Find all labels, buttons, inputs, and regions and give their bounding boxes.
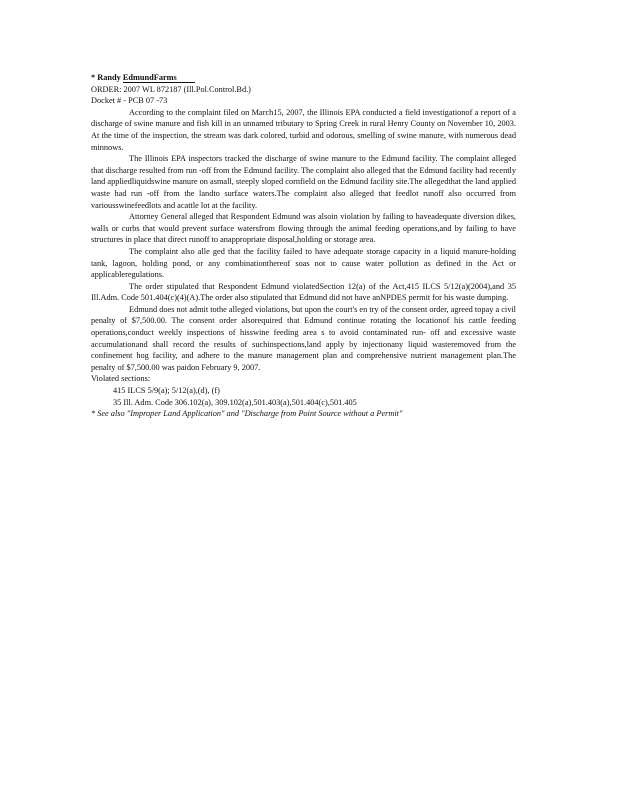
title-star: *	[91, 73, 96, 82]
paragraph-attorney-general: Attorney General alleged that Respondent Edmund was alsoin violation by failing to haveadequate diversion dikes, walls or curbs that would prevent surface watersfrom flowing through the animal feeding operations,and by failing to have structures in place that direct runoff to anappropriate disposal,holding or storage area.	[91, 212, 516, 245]
document-body	[91, 72, 516, 420]
paragraph-inspectors: The Illinois EPA inspectors tracked the discharge of swine manure to the Edmund facility. The complaint alleged that discharge resulted from run -off from the Edmund facility. The complaint also alleged that the Edmund facility had recently land appliedliquidswine manure on asmall, steeply sloped cornfield on the Edmund facility site.The allegedthat the land applied waste had run -off from the landto surface waters.The complaint also alleged that feedlot runoff also occurred from variousswinefeedlots and acattle lot at the facility.	[91, 154, 516, 210]
title-name: Randy	[97, 73, 121, 82]
paragraph-order-stipulated: The order stipulated that Respondent Edmund violatedSection 12(a) of the Act,415 ILCS 5/12(a)(2004),and 35 Ill.Adm. Code 501.404(c)(4)(A).The order also stipulated that Edmund did not have anNPDES permit for his waste dumping.	[91, 281, 516, 303]
document-title	[91, 72, 516, 84]
paragraph-penalty: Edmund does not admit tothe alleged violations, but upon the court's en try of the consent order, agreed topay a civil penalty of $7,500.00. The consent order alsorequired that Edmund continue rotating the locationof his cattle feeding operations,conduct weekly inspections of hisswine feeding area s to avoid contaminated run- off and excessive waste accumulationand shall record the results of suchinspections,land apply by injectionany liquid wasteremoved from the confinement hog facility, and adhere to the manure management plan and comprehensive nutrient management plan.The penalty of $7,500.00 was paidon February 9, 2007.	[91, 304, 516, 372]
violation-item	[91, 397, 516, 409]
violations-label: Violated sections:	[91, 374, 151, 384]
violation-text: 35 Ill. Adm. Code 306.102(a), 309.102(a),501.403(a),501.404(c),501.405	[113, 397, 357, 407]
paragraph-complaint: According to the complaint filed on March15, 2007, the Illinois EPA conducted a field investigationof a report of a discharge of swine manure and fish kill in an unnamed tributary to Spring Creek in rural Henry County on November 10, 2003. At the time of the inspection, the stream was dark colored, turbid and odorous, smelling of swine manure, with numerous dead minnows.	[91, 107, 516, 152]
bullet-icon	[91, 385, 113, 397]
violation-text: 415 ILCS 5/9(a); 5/12(a),(d), (f)	[113, 386, 220, 396]
docket-line: Docket # - PCB 07 -73	[91, 96, 168, 106]
paragraph-storage: The complaint also alle ged that the facility failed to have adequate storage capacity in a liquid manure-holding tank, lagoon, holding pond, or any combinationthereof soas not to cause water pollution as defined in the Act or applicableregulations.	[91, 246, 516, 280]
violation-item	[91, 385, 516, 397]
see-also-note: * See also "Improper Land Application" and "Discharge from Point Source without a Permit"	[91, 409, 403, 419]
violations-section	[91, 373, 516, 408]
bullet-icon	[91, 397, 113, 409]
title-farm: EdmundFarms	[123, 73, 195, 83]
order-line: ORDER: 2007 WL 872187 (Ill.Pol.Control.Bd.)	[91, 84, 251, 94]
